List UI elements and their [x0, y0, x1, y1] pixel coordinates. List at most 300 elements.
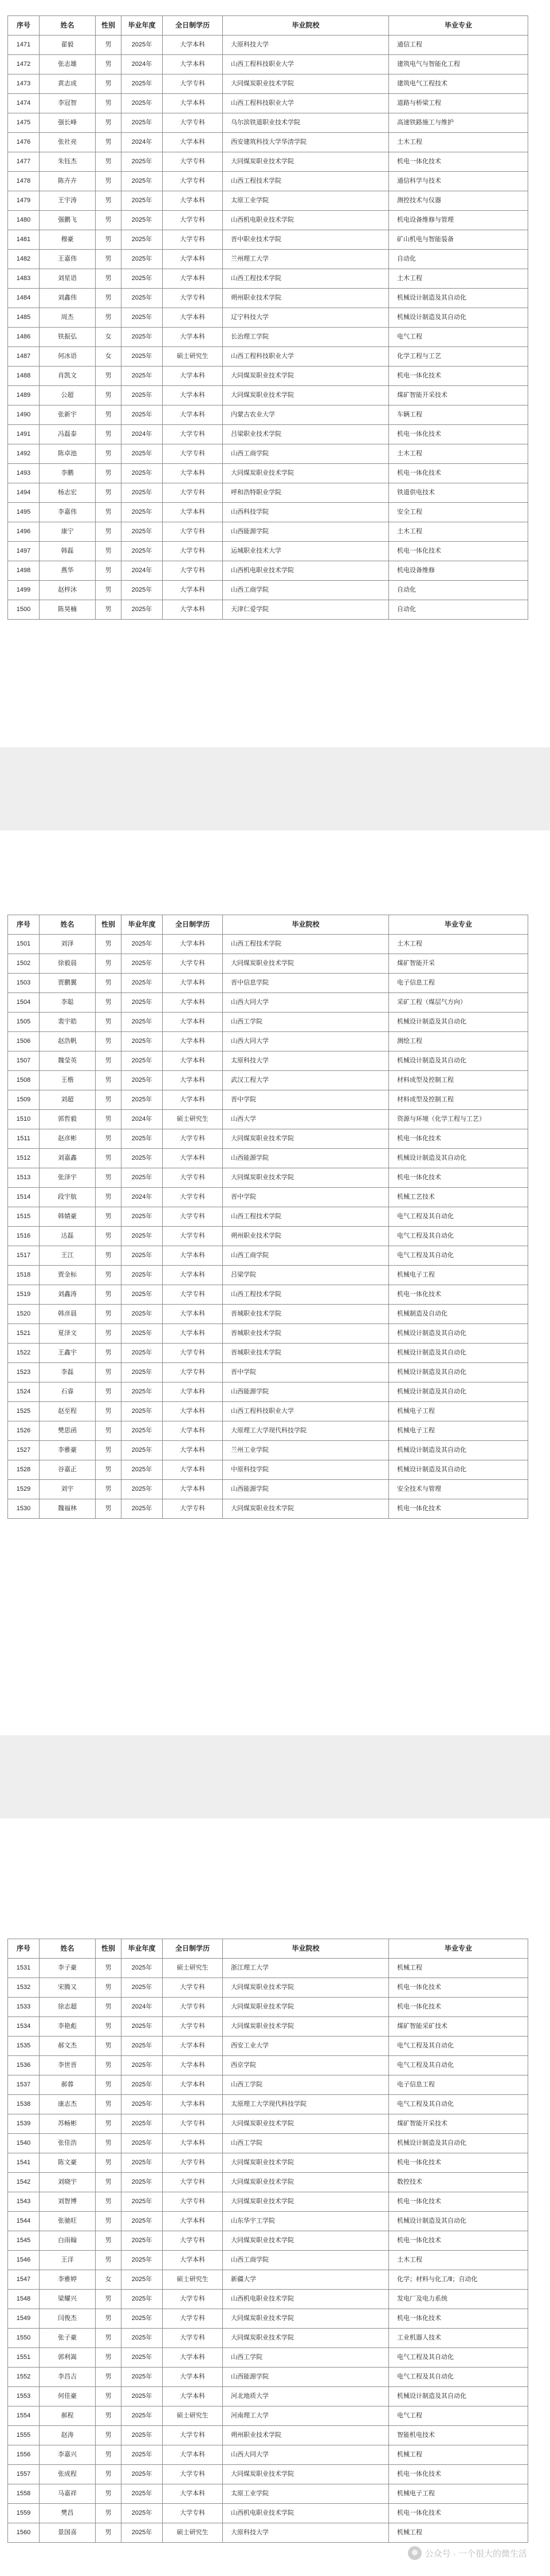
- cell-col-index: 1479: [8, 191, 40, 211]
- cell-col-degree: 大学专科: [163, 1188, 223, 1207]
- cell-col-name: 杨志宏: [40, 483, 96, 503]
- cell-col-name: 谷嘉正: [40, 1460, 96, 1480]
- cell-col-name: 燕华: [40, 561, 96, 581]
- cell-col-gender: 男: [96, 1324, 121, 1344]
- cell-col-school: 山西工学院: [223, 2134, 389, 2153]
- cell-col-grad-year: 2025年: [121, 2329, 163, 2348]
- cell-col-name: 张佳浩: [40, 2134, 96, 2153]
- cell-col-grad-year: 2025年: [121, 1305, 163, 1324]
- table-row: [8, 2173, 528, 2192]
- cell-col-school: 山西机电职业技术学院: [223, 561, 389, 581]
- cell-col-school: 天津仁爱学院: [223, 600, 389, 620]
- table-row: [8, 1188, 528, 1207]
- cell-col-name: 李聪: [40, 993, 96, 1013]
- table-row: [8, 1168, 528, 1188]
- cell-col-gender: 男: [96, 211, 121, 230]
- cell-col-gender: 男: [96, 1168, 121, 1188]
- table-row: [8, 133, 528, 152]
- cell-col-index: 1498: [8, 561, 40, 581]
- table-row: [8, 1013, 528, 1032]
- cell-col-index: 1484: [8, 289, 40, 308]
- cell-col-degree: 大学专科: [163, 211, 223, 230]
- cell-col-degree: 大学专科: [163, 152, 223, 172]
- cell-col-name: 张志雄: [40, 55, 96, 74]
- cell-col-degree: 大学专科: [163, 2329, 223, 2348]
- cell-col-major: 资源与环境（化学工程与工艺）: [389, 1110, 528, 1129]
- cell-col-major: 机械电子工程: [389, 2484, 528, 2504]
- roster-table-2: [7, 915, 528, 1519]
- cell-col-school: 山西工学院: [223, 2075, 389, 2095]
- header-col-name: 姓名: [40, 915, 96, 935]
- cell-col-major: 机电一体化技术: [389, 464, 528, 483]
- cell-col-school: 大同煤炭职业技术学院: [223, 386, 389, 405]
- section-divider: [0, 1735, 550, 1818]
- table-row: [8, 2270, 528, 2290]
- cell-col-school: 山西科技学院: [223, 503, 389, 522]
- cell-col-name: 陈卓池: [40, 444, 96, 464]
- table-row: [8, 2348, 528, 2368]
- cell-col-major: 机械设计制造及其自动化: [389, 2134, 528, 2153]
- cell-col-index: 1500: [8, 600, 40, 620]
- cell-col-name: 苏畅彬: [40, 2114, 96, 2134]
- cell-col-major: 机电一体化技术: [389, 152, 528, 172]
- cell-col-major: 建筑电气与智能化工程: [389, 55, 528, 74]
- table-row: [8, 308, 528, 328]
- cell-col-index: 1499: [8, 581, 40, 600]
- cell-col-gender: 男: [96, 2251, 121, 2270]
- table-row: [8, 1363, 528, 1382]
- cell-col-school: 山西能源学院: [223, 1382, 389, 1402]
- cell-col-gender: 男: [96, 1149, 121, 1168]
- cell-col-index: 1518: [8, 1266, 40, 1285]
- cell-col-gender: 男: [96, 1421, 121, 1441]
- cell-col-degree: 大学本科: [163, 2037, 223, 2056]
- cell-col-grad-year: 2025年: [121, 2290, 163, 2309]
- cell-col-degree: 大学本科: [163, 1149, 223, 1168]
- cell-col-grad-year: 2025年: [121, 542, 163, 561]
- table-row: [8, 1266, 528, 1285]
- cell-col-index: 1505: [8, 1013, 40, 1032]
- cell-col-school: 晋中学院: [223, 1090, 389, 1110]
- cell-col-school: 晋中信息学院: [223, 974, 389, 993]
- header-col-index: 序号: [8, 915, 40, 935]
- cell-col-degree: 大学专科: [163, 172, 223, 191]
- cell-col-grad-year: 2025年: [121, 1090, 163, 1110]
- cell-col-name: 贾金标: [40, 1266, 96, 1285]
- cell-col-index: 1557: [8, 2465, 40, 2484]
- cell-col-grad-year: 2025年: [121, 2017, 163, 2037]
- roster-table-3: [7, 1939, 528, 2543]
- cell-col-degree: 大学本科: [163, 2075, 223, 2095]
- cell-col-major: 机电一体化技术: [389, 2465, 528, 2484]
- cell-col-school: 山西大同大学: [223, 993, 389, 1013]
- cell-col-grad-year: 2025年: [121, 2504, 163, 2523]
- cell-col-gender: 男: [96, 2348, 121, 2368]
- cell-col-degree: 大学专科: [163, 1168, 223, 1188]
- cell-col-school: 山西工程技术学院: [223, 1207, 389, 1227]
- cell-col-name: 赵涛: [40, 2426, 96, 2445]
- cell-col-gender: 男: [96, 1013, 121, 1032]
- cell-col-index: 1506: [8, 1032, 40, 1051]
- cell-col-gender: 男: [96, 405, 121, 425]
- cell-col-name: 王嘉伟: [40, 250, 96, 269]
- cell-col-gender: 男: [96, 74, 121, 94]
- table-header-row: [8, 16, 528, 36]
- cell-col-degree: 大学本科: [163, 367, 223, 386]
- cell-col-degree: 大学专科: [163, 2504, 223, 2523]
- cell-col-major: 通信科学与技术: [389, 172, 528, 191]
- cell-col-degree: 大学专科: [163, 2192, 223, 2212]
- cell-col-grad-year: 2025年: [121, 2484, 163, 2504]
- cell-col-major: 化学工程与工艺: [389, 347, 528, 367]
- cell-col-index: 1521: [8, 1324, 40, 1344]
- cell-col-school: 山西能源学院: [223, 2368, 389, 2387]
- cell-col-grad-year: 2025年: [121, 2075, 163, 2095]
- cell-col-gender: 男: [96, 2387, 121, 2406]
- table-row: [8, 1460, 528, 1480]
- cell-col-gender: 男: [96, 55, 121, 74]
- cell-col-index: 1540: [8, 2134, 40, 2153]
- cell-col-degree: 大学本科: [163, 308, 223, 328]
- cell-col-grad-year: 2025年: [121, 2445, 163, 2465]
- cell-col-name: 赵浩帆: [40, 1032, 96, 1051]
- cell-col-name: 何冰语: [40, 347, 96, 367]
- cell-col-index: 1471: [8, 36, 40, 55]
- cell-col-gender: 男: [96, 444, 121, 464]
- cell-col-school: 山西能源学院: [223, 522, 389, 542]
- table-row: [8, 1324, 528, 1344]
- cell-col-gender: 男: [96, 935, 121, 954]
- cell-col-grad-year: 2025年: [121, 1227, 163, 1246]
- cell-col-gender: 男: [96, 1071, 121, 1090]
- cell-col-grad-year: 2025年: [121, 308, 163, 328]
- cell-col-gender: 男: [96, 367, 121, 386]
- header-col-index: 序号: [8, 16, 40, 36]
- cell-col-degree: 大学本科: [163, 133, 223, 152]
- cell-col-index: 1539: [8, 2114, 40, 2134]
- cell-col-index: 1520: [8, 1305, 40, 1324]
- cell-col-index: 1535: [8, 2037, 40, 2056]
- cell-col-name: 张驰旺: [40, 2212, 96, 2231]
- cell-col-school: 浙江理工大学: [223, 1959, 389, 1978]
- cell-col-major: 电气工程及其自动化: [389, 1227, 528, 1246]
- cell-col-gender: 男: [96, 1227, 121, 1246]
- cell-col-school: 山西工程科技职业大学: [223, 347, 389, 367]
- table-row: [8, 1421, 528, 1441]
- cell-col-grad-year: 2025年: [121, 1978, 163, 1998]
- cell-col-school: 晋城职业技术学院: [223, 1324, 389, 1344]
- cell-col-school: 朔州职业技术学院: [223, 2426, 389, 2445]
- cell-col-major: 机械设计制造及其自动化: [389, 1344, 528, 1363]
- cell-col-index: 1560: [8, 2523, 40, 2543]
- cell-col-grad-year: 2025年: [121, 1207, 163, 1227]
- table-row: [8, 2406, 528, 2426]
- cell-col-name: 樊昌: [40, 2504, 96, 2523]
- cell-col-gender: 男: [96, 464, 121, 483]
- cell-col-name: 李嘉兴: [40, 2445, 96, 2465]
- cell-col-degree: 大学本科: [163, 1460, 223, 1480]
- cell-col-name: 张社亮: [40, 133, 96, 152]
- watermark-text: 公众号 · 一个很大的微生活: [425, 2549, 527, 2559]
- cell-col-degree: 大学专科: [163, 2231, 223, 2251]
- cell-col-major: 土木工程: [389, 935, 528, 954]
- cell-col-degree: 大学本科: [163, 2095, 223, 2114]
- cell-col-gender: 男: [96, 1305, 121, 1324]
- cell-col-grad-year: 2025年: [121, 1460, 163, 1480]
- cell-col-name: 李鹏: [40, 464, 96, 483]
- cell-col-gender: 男: [96, 2212, 121, 2231]
- table-row: [8, 974, 528, 993]
- cell-col-school: 大同煤炭职业技术学院: [223, 1998, 389, 2017]
- cell-col-name: 翟毅: [40, 36, 96, 55]
- table-row: [8, 289, 528, 308]
- cell-col-name: 魏福林: [40, 1499, 96, 1519]
- table-row: [8, 1149, 528, 1168]
- header-col-grad-year: 毕业年度: [121, 915, 163, 935]
- cell-col-grad-year: 2025年: [121, 347, 163, 367]
- cell-col-major: 机电设备维修: [389, 561, 528, 581]
- cell-col-name: 强长峰: [40, 113, 96, 133]
- cell-col-school: 太原工业学院: [223, 191, 389, 211]
- cell-col-grad-year: 2024年: [121, 425, 163, 444]
- cell-col-school: 大同煤炭职业技术学院: [223, 367, 389, 386]
- cell-col-gender: 男: [96, 1998, 121, 2017]
- header-col-grad-year: 毕业年度: [121, 1939, 163, 1959]
- cell-col-gender: 男: [96, 1129, 121, 1149]
- cell-col-index: 1513: [8, 1168, 40, 1188]
- cell-col-grad-year: 2025年: [121, 1480, 163, 1499]
- cell-col-gender: 男: [96, 269, 121, 289]
- cell-col-gender: 男: [96, 2075, 121, 2095]
- table-row: [8, 2484, 528, 2504]
- cell-col-gender: 男: [96, 1402, 121, 1421]
- cell-col-grad-year: 2025年: [121, 113, 163, 133]
- cell-col-index: 1519: [8, 1285, 40, 1305]
- cell-col-name: 郭利嵩: [40, 2348, 96, 2368]
- cell-col-major: 机械设计制造及其自动化: [389, 1051, 528, 1071]
- cell-col-degree: 硕士研究生: [163, 1959, 223, 1978]
- cell-col-name: 刘鑫伟: [40, 289, 96, 308]
- table-row: [8, 2212, 528, 2231]
- cell-col-index: 1497: [8, 542, 40, 561]
- cell-col-school: 大同煤炭职业技术学院: [223, 1168, 389, 1188]
- cell-col-school: 吕梁职业技术学院: [223, 425, 389, 444]
- cell-col-major: 道路与桥梁工程: [389, 94, 528, 113]
- cell-col-gender: 男: [96, 2114, 121, 2134]
- cell-col-degree: 大学专科: [163, 522, 223, 542]
- cell-col-degree: 大学本科: [163, 94, 223, 113]
- cell-col-school: 大同煤炭职业技术学院: [223, 2153, 389, 2173]
- cell-col-degree: 大学本科: [163, 1246, 223, 1266]
- cell-col-major: 电气工程及其自动化: [389, 1207, 528, 1227]
- table-row: [8, 1129, 528, 1149]
- cell-col-grad-year: 2025年: [121, 2056, 163, 2075]
- cell-col-major: 机电一体化技术: [389, 2504, 528, 2523]
- cell-col-name: 王楷: [40, 1071, 96, 1090]
- cell-col-degree: 大学专科: [163, 1227, 223, 1246]
- cell-col-school: 山西工程技术学院: [223, 1285, 389, 1305]
- table-row: [8, 191, 528, 211]
- table-row: [8, 172, 528, 191]
- cell-col-gender: 男: [96, 133, 121, 152]
- cell-col-index: 1537: [8, 2075, 40, 2095]
- cell-col-grad-year: 2024年: [121, 1188, 163, 1207]
- cell-col-gender: 男: [96, 1188, 121, 1207]
- table-section-3: [0, 1818, 550, 2576]
- cell-col-index: 1545: [8, 2231, 40, 2251]
- cell-col-school: 大同煤炭职业技术学院: [223, 2173, 389, 2192]
- cell-col-degree: 大学本科: [163, 191, 223, 211]
- cell-col-gender: 男: [96, 113, 121, 133]
- cell-col-gender: 男: [96, 2368, 121, 2387]
- cell-col-major: 数控技术: [389, 2173, 528, 2192]
- cell-col-name: 刘宇: [40, 1480, 96, 1499]
- cell-col-grad-year: 2025年: [121, 405, 163, 425]
- cell-col-name: 王江: [40, 1246, 96, 1266]
- cell-col-major: 机电一体化技术: [389, 1499, 528, 1519]
- cell-col-grad-year: 2025年: [121, 328, 163, 347]
- cell-col-index: 1526: [8, 1421, 40, 1441]
- cell-col-school: 晋中学院: [223, 1188, 389, 1207]
- cell-col-gender: 男: [96, 308, 121, 328]
- table-row: [8, 2504, 528, 2523]
- cell-col-grad-year: 2025年: [121, 483, 163, 503]
- cell-col-grad-year: 2025年: [121, 1246, 163, 1266]
- cell-col-degree: 大学本科: [163, 1013, 223, 1032]
- cell-col-grad-year: 2025年: [121, 1149, 163, 1168]
- cell-col-index: 1554: [8, 2406, 40, 2426]
- cell-col-grad-year: 2025年: [121, 600, 163, 620]
- cell-col-name: 公超: [40, 386, 96, 405]
- cell-col-school: 朔州职业技术学院: [223, 1227, 389, 1246]
- cell-col-degree: 硕士研究生: [163, 1110, 223, 1129]
- cell-col-major: 机械工程: [389, 2445, 528, 2465]
- cell-col-school: 大同煤炭职业技术学院: [223, 2231, 389, 2251]
- cell-col-school: 山东华宇工学院: [223, 2212, 389, 2231]
- cell-col-school: 山西工商学院: [223, 444, 389, 464]
- table-row: [8, 444, 528, 464]
- cell-col-grad-year: 2025年: [121, 1051, 163, 1071]
- cell-col-name: 赵彦彬: [40, 1129, 96, 1149]
- cell-col-degree: 大学本科: [163, 464, 223, 483]
- cell-col-index: 1536: [8, 2056, 40, 2075]
- cell-col-major: 机电一体化技术: [389, 425, 528, 444]
- table-row: [8, 2192, 528, 2212]
- cell-col-major: 机电设备维修与管理: [389, 211, 528, 230]
- cell-col-index: 1552: [8, 2368, 40, 2387]
- cell-col-index: 1559: [8, 2504, 40, 2523]
- cell-col-school: 山西大同大学: [223, 1032, 389, 1051]
- header-col-gender: 性别: [96, 915, 121, 935]
- cell-col-name: 徐志超: [40, 1998, 96, 2017]
- cell-col-school: 山西机电职业技术学院: [223, 211, 389, 230]
- cell-col-degree: 大学本科: [163, 993, 223, 1013]
- table-row: [8, 503, 528, 522]
- cell-col-index: 1483: [8, 269, 40, 289]
- cell-col-major: 电子信息工程: [389, 974, 528, 993]
- cell-col-degree: 大学本科: [163, 1421, 223, 1441]
- cell-col-major: 机电一体化技术: [389, 2309, 528, 2329]
- cell-col-degree: 大学专科: [163, 561, 223, 581]
- cell-col-index: 1507: [8, 1051, 40, 1071]
- table-row: [8, 1110, 528, 1129]
- cell-col-gender: 女: [96, 347, 121, 367]
- cell-col-index: 1555: [8, 2426, 40, 2445]
- header-col-school: 毕业院校: [223, 1939, 389, 1959]
- cell-col-gender: 男: [96, 1382, 121, 1402]
- table-row: [8, 1499, 528, 1519]
- cell-col-degree: 大学本科: [163, 1382, 223, 1402]
- cell-col-gender: 男: [96, 1363, 121, 1382]
- cell-col-index: 1529: [8, 1480, 40, 1499]
- cell-col-gender: 男: [96, 2465, 121, 2484]
- table-section-1: [0, 0, 550, 747]
- cell-col-degree: 大学专科: [163, 2426, 223, 2445]
- cell-col-index: 1501: [8, 935, 40, 954]
- cell-col-degree: 硕士研究生: [163, 2270, 223, 2290]
- cell-col-major: 建筑电气工程技术: [389, 74, 528, 94]
- cell-col-gender: 男: [96, 1480, 121, 1499]
- cell-col-gender: 男: [96, 36, 121, 55]
- cell-col-grad-year: 2024年: [121, 133, 163, 152]
- table-row: [8, 2387, 528, 2406]
- cell-col-degree: 大学本科: [163, 2387, 223, 2406]
- header-col-index: 序号: [8, 1939, 40, 1959]
- cell-col-gender: 男: [96, 1266, 121, 1285]
- header-col-degree: 全日制学历: [163, 1939, 223, 1959]
- cell-col-index: 1508: [8, 1071, 40, 1090]
- cell-col-gender: 男: [96, 191, 121, 211]
- cell-col-grad-year: 2025年: [121, 974, 163, 993]
- cell-col-name: 裴宇皓: [40, 1013, 96, 1032]
- cell-col-school: 大同煤炭职业技术学院: [223, 2192, 389, 2212]
- table-row: [8, 1305, 528, 1324]
- cell-col-gender: 女: [96, 2270, 121, 2290]
- cell-col-name: 梁耀兴: [40, 2290, 96, 2309]
- cell-col-grad-year: 2025年: [121, 211, 163, 230]
- cell-col-degree: 大学专科: [163, 1344, 223, 1363]
- table-row: [8, 581, 528, 600]
- cell-col-index: 1512: [8, 1149, 40, 1168]
- table-row: [8, 1978, 528, 1998]
- table-row: [8, 405, 528, 425]
- cell-col-major: 电气工程及其自动化: [389, 1246, 528, 1266]
- cell-col-grad-year: 2025年: [121, 191, 163, 211]
- cell-col-name: 刘星语: [40, 269, 96, 289]
- table-row: [8, 347, 528, 367]
- cell-col-school: 山西能源学院: [223, 1149, 389, 1168]
- cell-col-grad-year: 2025年: [121, 250, 163, 269]
- cell-col-name: 郝文杰: [40, 2037, 96, 2056]
- cell-col-degree: 大学本科: [163, 386, 223, 405]
- table-row: [8, 2153, 528, 2173]
- cell-col-degree: 大学本科: [163, 2368, 223, 2387]
- cell-col-school: 西安建筑科技大学华清学院: [223, 133, 389, 152]
- cell-col-school: 大同煤炭职业技术学院: [223, 2329, 389, 2348]
- cell-col-gender: 男: [96, 2095, 121, 2114]
- cell-col-major: 机械设计制造及其自动化: [389, 1441, 528, 1460]
- cell-col-degree: 大学专科: [163, 425, 223, 444]
- cell-col-name: 康志杰: [40, 2095, 96, 2114]
- cell-col-school: 内蒙古农业大学: [223, 405, 389, 425]
- cell-col-grad-year: 2025年: [121, 1324, 163, 1344]
- cell-col-grad-year: 2025年: [121, 1071, 163, 1090]
- cell-col-degree: 大学专科: [163, 2173, 223, 2192]
- cell-col-index: 1486: [8, 328, 40, 347]
- cell-col-name: 刘鑫涛: [40, 1285, 96, 1305]
- cell-col-degree: 大学本科: [163, 935, 223, 954]
- cell-col-school: 大原科技大学: [223, 36, 389, 55]
